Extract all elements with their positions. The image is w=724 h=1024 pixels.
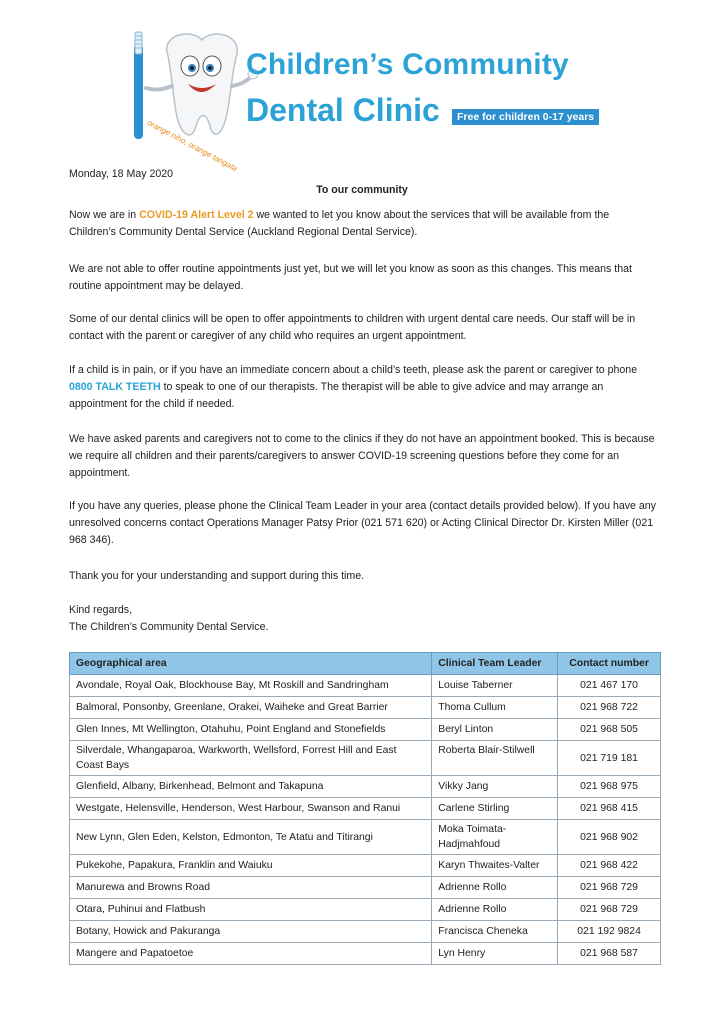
table-row bbox=[70, 943, 661, 965]
phone-cell: 021 968 587 bbox=[558, 943, 661, 965]
tooth-mascot-icon bbox=[120, 26, 260, 156]
area-cell: Balmoral, Ponsonby, Greenlane, Orakei, Waiheke and Great Barrier bbox=[70, 697, 432, 719]
area-cell: Westgate, Helensville, Henderson, West Harbour, Swanson and Ranui bbox=[70, 798, 432, 820]
paragraph-text: to speak to one of our therapists. The therapist will be able to give advice and may arrange an appointment for the child if needed. bbox=[69, 381, 604, 410]
signature-line: The Children’s Community Dental Service. bbox=[69, 621, 269, 633]
area-cell: Botany, Howick and Pakuranga bbox=[70, 921, 432, 943]
table-row bbox=[70, 675, 661, 697]
letter-date: Monday, 18 May 2020 bbox=[69, 168, 174, 180]
phone-cell: 021 968 729 bbox=[558, 899, 661, 921]
phone-cell: 021 968 422 bbox=[558, 855, 661, 877]
table-row bbox=[70, 820, 661, 855]
phone-highlight: 0800 TALK TEETH bbox=[69, 381, 161, 393]
leader-cell: Karyn Thwaites-Valter bbox=[432, 855, 558, 877]
phone-cell: 021 968 729 bbox=[558, 877, 661, 899]
leader-cell: Carlene Stirling bbox=[432, 798, 558, 820]
table-row bbox=[70, 899, 661, 921]
phone-cell: 021 192 9824 bbox=[558, 921, 661, 943]
phone-cell: 021 968 722 bbox=[558, 697, 661, 719]
brand-title-line2: Dental Clinic bbox=[246, 92, 440, 128]
phone-cell: 021 968 975 bbox=[558, 776, 661, 798]
area-cell: Otara, Puhinui and Flatbush bbox=[70, 899, 432, 921]
area-cell: Glen Innes, Mt Wellington, Otahuhu, Point England and Stonefields bbox=[70, 719, 432, 741]
age-badge: Free for children 0-17 years bbox=[452, 109, 599, 125]
paragraph-thanks: Thank you for your understanding and support during this time. bbox=[69, 570, 365, 582]
letter-heading: To our community bbox=[316, 184, 408, 196]
area-cell: Glenfield, Albany, Birkenhead, Belmont and Takapuna bbox=[70, 776, 432, 798]
phone-cell: 021 719 181 bbox=[558, 741, 661, 776]
table-row bbox=[70, 921, 661, 943]
leader-cell: Adrienne Rollo bbox=[432, 899, 558, 921]
alert-level-highlight: COVID-19 Alert Level 2 bbox=[139, 209, 254, 221]
toothbrush-icon bbox=[134, 32, 143, 139]
table-row bbox=[70, 877, 661, 899]
leader-cell: Lyn Henry bbox=[432, 943, 558, 965]
contacts-table bbox=[69, 652, 661, 965]
leader-cell: Vikky Jang bbox=[432, 776, 558, 798]
leader-cell: Francisca Cheneka bbox=[432, 921, 558, 943]
signoff-line: Kind regards, bbox=[69, 604, 133, 616]
phone-cell: 021 467 170 bbox=[558, 675, 661, 697]
table-row bbox=[70, 741, 661, 776]
table-row bbox=[70, 855, 661, 877]
leader-cell: Adrienne Rollo bbox=[432, 877, 558, 899]
leader-cell: Beryl Linton bbox=[432, 719, 558, 741]
area-cell: Silverdale, Whangaparoa, Warkworth, Wellsford, Forrest Hill and East Coast Bays bbox=[70, 741, 432, 776]
leader-cell: Roberta Blair-Stilwell bbox=[432, 741, 558, 776]
brand-tagline: orange niho, orange tangata bbox=[145, 118, 239, 174]
area-cell: New Lynn, Glen Eden, Kelston, Edmonton, Te Atatu and Titirangi bbox=[70, 820, 432, 855]
paragraph-text: If a child is in pain, or if you have an immediate concern about a child’s teeth, please ask the parent or caregiver to phone bbox=[69, 364, 638, 376]
leader-cell: Moka Toimata-Hadjmahfoud bbox=[432, 820, 558, 855]
clinic-logo bbox=[120, 26, 620, 156]
paragraph-queries: If you have any queries, please phone the Clinical Team Leader in your area (contact details provided below). If you have any unresolved concerns contact Operations Manager Patsy Prior (021 571 620) or Acting Clinical Director Dr. Kirsten Miller (021 968 346). bbox=[69, 500, 656, 546]
phone-cell: 021 968 902 bbox=[558, 820, 661, 855]
table-row bbox=[70, 697, 661, 719]
paragraph-alert-level bbox=[69, 207, 659, 241]
leader-cell: Louise Taberner bbox=[432, 675, 558, 697]
header-contact: Contact number bbox=[558, 653, 661, 675]
brand-title-line1: Children’s Community bbox=[246, 48, 569, 81]
header-leader: Clinical Team Leader bbox=[432, 653, 558, 675]
paragraph-urgent: Some of our dental clinics will be open to offer appointments to children with urgent dental care needs. Our staff will be in contact with the parent or caregiver of any child who requires an urgent appointment. bbox=[69, 313, 636, 342]
phone-cell: 021 968 415 bbox=[558, 798, 661, 820]
table-row bbox=[70, 798, 661, 820]
table-row bbox=[70, 776, 661, 798]
paragraph-text: we wanted to let you know about the services that will be available from the Children’s Community Dental Service (Auckland Regional Dental Service). bbox=[69, 209, 610, 238]
area-cell: Pukekohe, Papakura, Franklin and Waiuku bbox=[70, 855, 432, 877]
paragraph-pain bbox=[69, 362, 659, 413]
area-cell: Avondale, Royal Oak, Blockhouse Bay, Mt Roskill and Sandringham bbox=[70, 675, 432, 697]
letter-signoff bbox=[69, 602, 659, 636]
leader-cell: Thoma Cullum bbox=[432, 697, 558, 719]
table-row bbox=[70, 719, 661, 741]
header-area: Geographical area bbox=[70, 653, 432, 675]
phone-cell: 021 968 505 bbox=[558, 719, 661, 741]
paragraph-text: Now we are in bbox=[69, 209, 140, 221]
area-cell: Mangere and Papatoetoe bbox=[70, 943, 432, 965]
area-cell: Manurewa and Browns Road bbox=[70, 877, 432, 899]
paragraph-no-walkins: We have asked parents and caregivers not to come to the clinics if they do not have an appointment booked. This is because we require all children and their parents/caregivers to answer COVID-19 screening questions before they come for an appointment. bbox=[69, 433, 655, 479]
table-header-row bbox=[70, 653, 661, 675]
paragraph-routine: We are not able to offer routine appointments just yet, but we will let you know as soon as this changes. This means that routine appointment may be delayed. bbox=[69, 263, 632, 292]
